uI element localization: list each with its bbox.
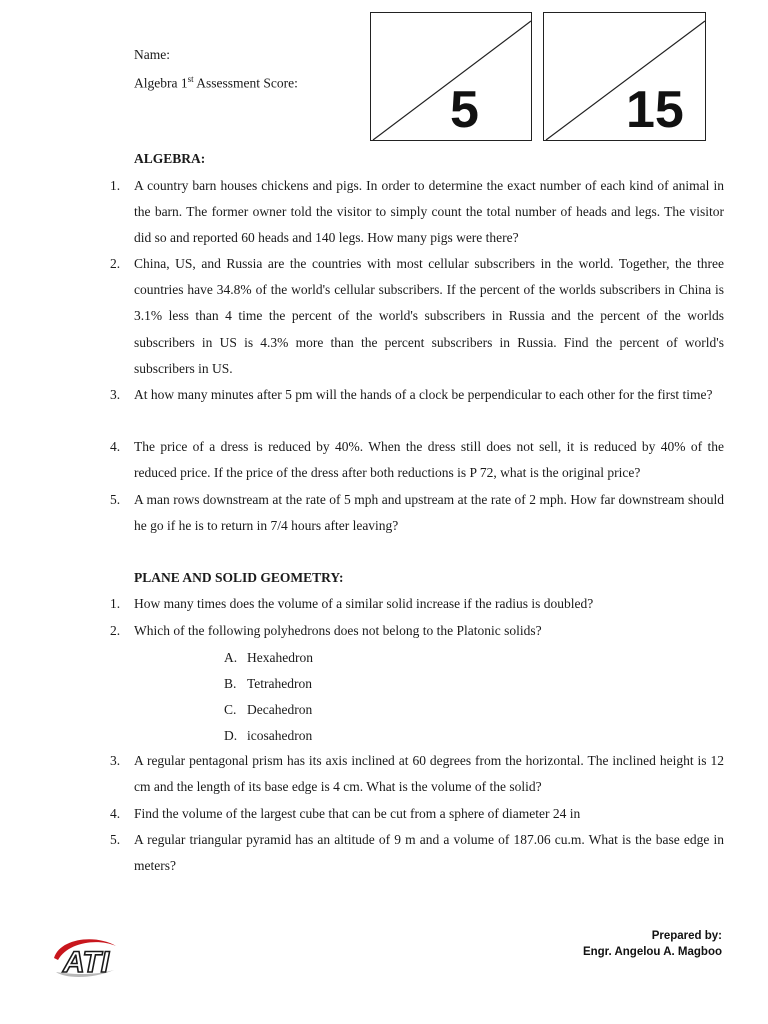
choice-c: C. Decahedron [224, 702, 313, 717]
score-total: 15 [626, 81, 684, 139]
algebra-question-5: 5. A man rows downstream at the rate of 5 mph and upstream at the rate of 2 mph. How far downstream should he go if he is to return in 7/4 hours after leaving? [110, 492, 724, 534]
score-box-total [543, 12, 706, 141]
choice-d: D. icosahedron [224, 728, 313, 743]
geometry-section-title: PLANE AND SOLID GEOMETRY: [134, 570, 344, 585]
algebra-question-4: 4. The price of a dress is reduced by 40%. When the dress still does not sell, it is reduced by 40% of the reduced price. If the price of the dress after both reductions is P 72, what is the original price? [110, 439, 724, 481]
algebra-question-1: 1. A country barn houses chickens and pigs. In order to determine the exact number of each kind of animal in the barn. The former owner told the visitor to simply count the total number of heads and legs. The visitor did so and reported 60 heads and 140 legs. How many pigs were there? [110, 178, 724, 246]
algebra-section-title: ALGEBRA: [134, 151, 206, 166]
geometry-question-1: 1. How many times does the volume of a similar solid increase if the radius is doubled? [110, 596, 594, 611]
algebra-question-3: 3. At how many minutes after 5 pm will the hands of a clock be perpendicular to each other for the first time? [110, 387, 713, 402]
choice-a: A. Hexahedron [224, 650, 313, 665]
name-label: Name: [134, 47, 170, 62]
assessment-score-label: Algebra 1st Assessment Score: [134, 74, 298, 91]
choice-b: B. Tetrahedron [224, 676, 313, 691]
geometry-question-5: 5. A regular triangular pyramid has an altitude of 9 m and a volume of 187.06 cu.m. What is the base edge in meters? [110, 832, 724, 874]
score-obtained: 5 [450, 81, 479, 139]
geometry-question-4: 4. Find the volume of the largest cube that can be cut from a sphere of diameter 24 in [110, 806, 581, 821]
author-name: Engr. Angelou A. Magboo [582, 946, 722, 958]
logo-lettering: ATI [62, 946, 110, 979]
ati-logo-icon [50, 932, 122, 982]
geometry-question-2: 2. Which of the following polyhedrons does not belong to the Platonic solids? [110, 623, 542, 638]
prepared-by-block [583, 928, 722, 960]
algebra-question-2: 2. China, US, and Russia are the countries with most cellular subscribers in the world. Together, the three countries have 34.8% of the world's cellular subscribers. If the percent of the worlds subscribers in China is 3.1% less than 4 time the percent of the world's subscribers in Russia and the percent of the worlds subscribers in US is 4.3% more than the percent subscribers in Russia. Find the percent of world's subscribers in US. [110, 256, 724, 376]
geometry-question-3: 3. A regular pentagonal prism has its axis inclined at 60 degrees from the horizontal. The inclined height is 12 cm and the length of its base edge is 4 cm. What is the volume of the solid? [110, 753, 724, 795]
prepared-by-label: Prepared by: [651, 930, 722, 942]
score-box-obtained [370, 12, 532, 141]
